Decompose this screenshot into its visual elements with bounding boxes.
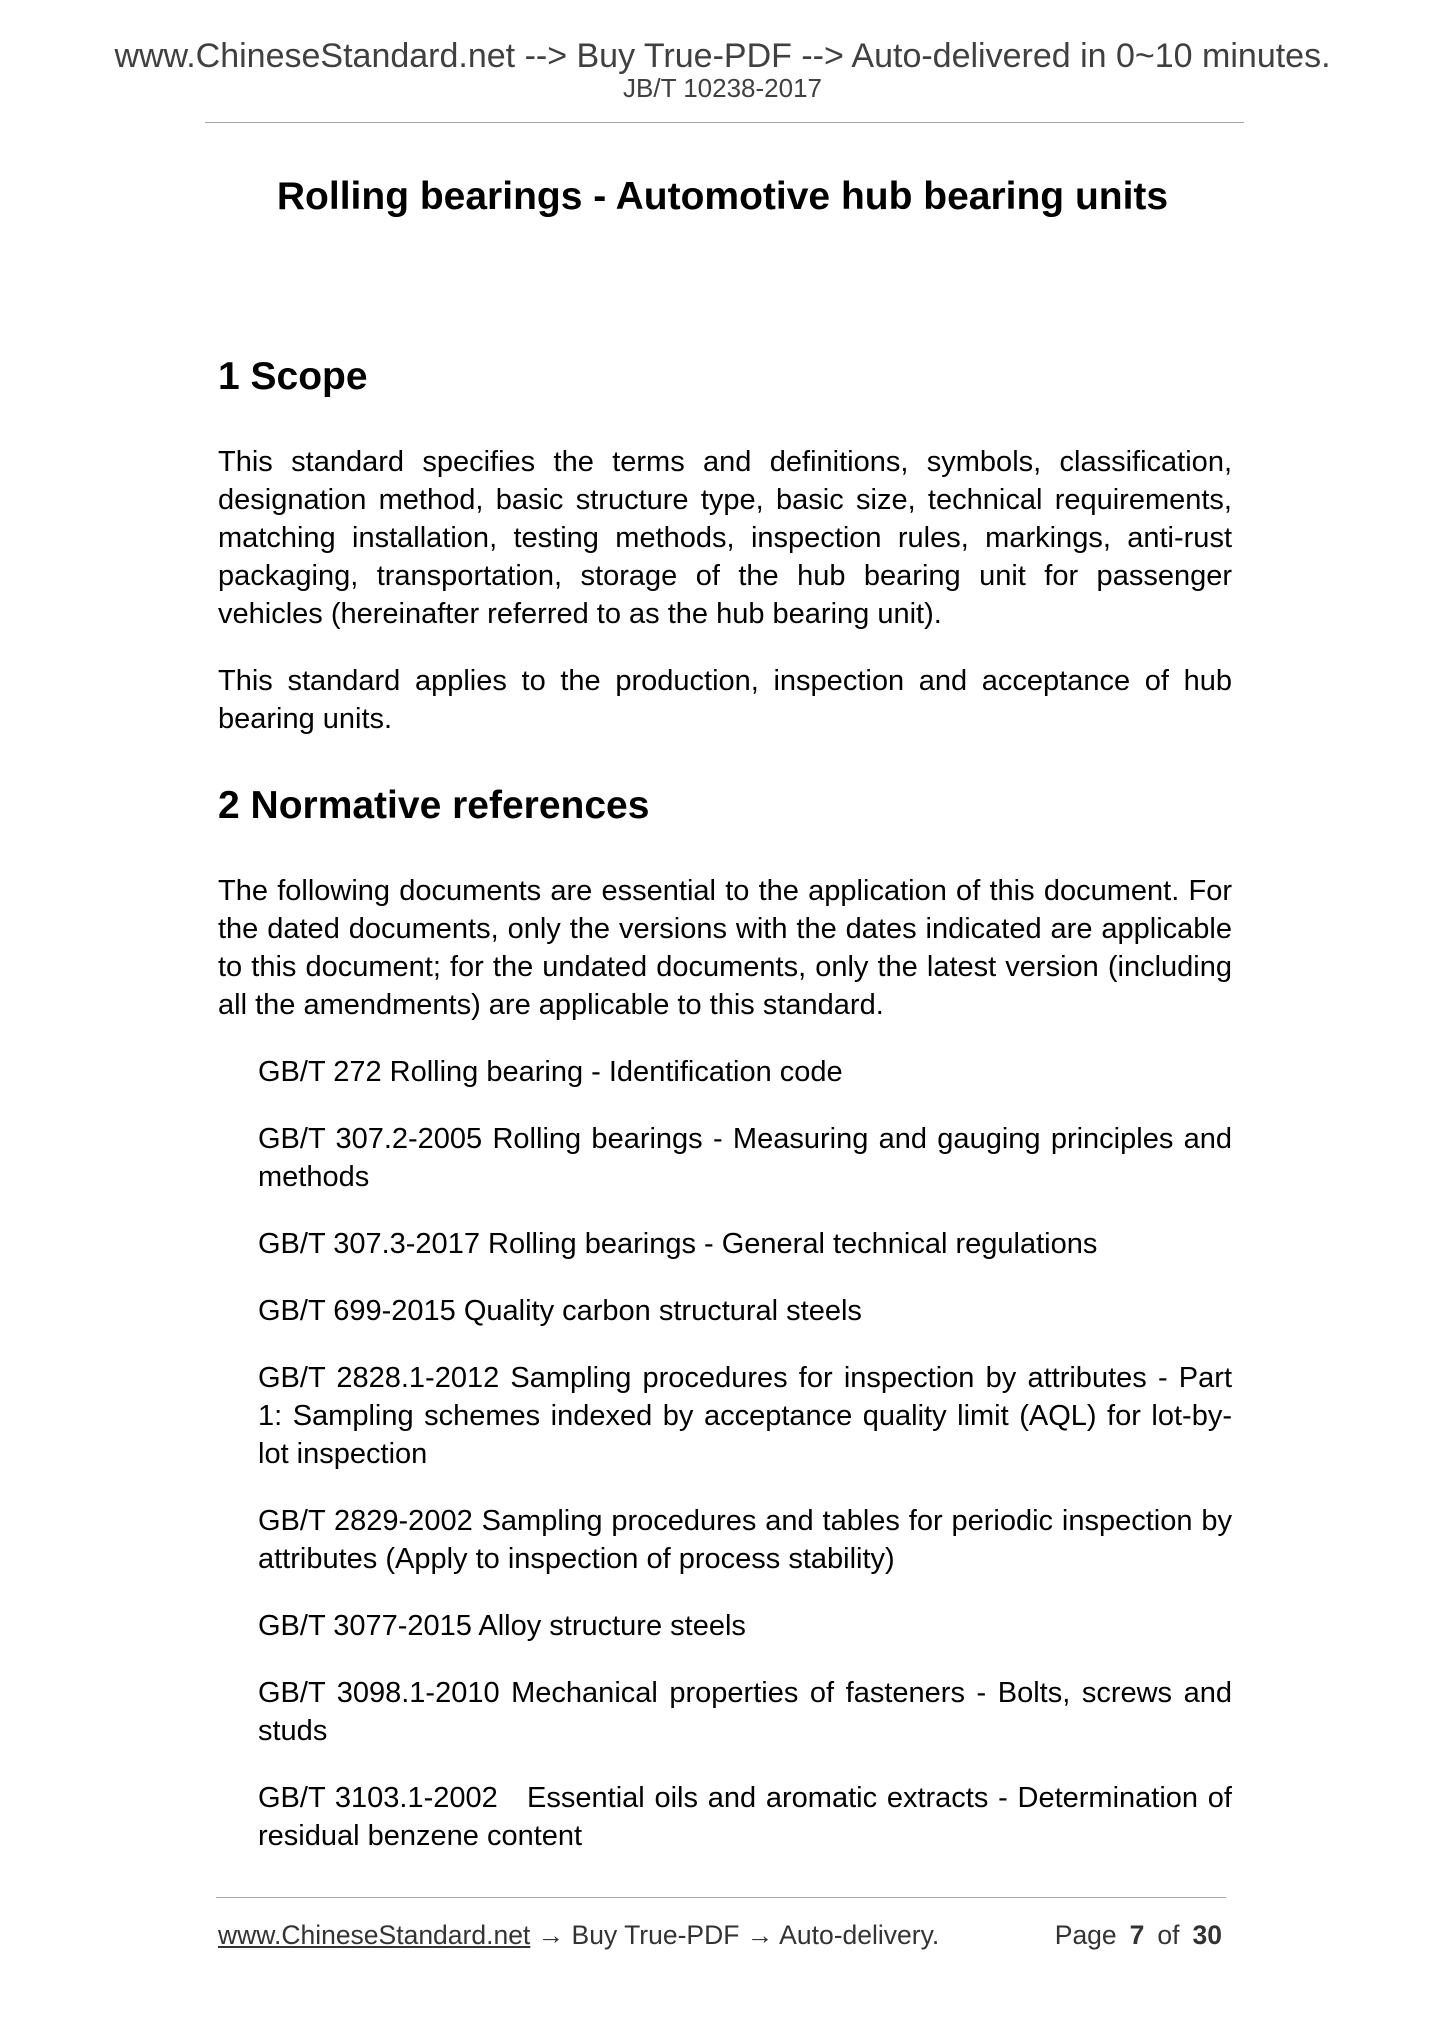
reference-item: GB/T 3077-2015 Alloy structure steels (258, 1610, 746, 1642)
reference-item: GB/T 307.2-2005 Rolling bearings - Measuring and gauging principles and methods (258, 1123, 1241, 1193)
header-banner: www.ChineseStandard.net --> Buy True-PDF --> Auto-delivered in 0~10 minutes. (114, 37, 1331, 75)
footer-source (218, 1919, 939, 1951)
footer-source-text: → Buy True-PDF → Auto-delivery. (537, 1920, 940, 1950)
page-of-label: of (1157, 1920, 1180, 1950)
reference-list (218, 1053, 1241, 1855)
scope-paragraph: This standard applies to the production, inspection and acceptance of hub bearing units. (218, 665, 1232, 735)
header-document-code: JB/T 10238-2017 (623, 73, 822, 103)
page-indicator (1055, 1919, 1222, 1951)
page-total: 30 (1192, 1920, 1222, 1950)
footer-site-link[interactable]: www.ChineseStandard.net (218, 1920, 531, 1950)
reference-item: GB/T 2828.1-2012 Sampling procedures for inspection by attributes - Part 1: Sampling schemes indexed by acceptance quality limit (AQL) for lot-by-lot inspection (258, 1362, 1241, 1470)
normative-references-paragraph: The following documents are essential to the application of this document. For the dated documents, only the versions with the dates indicated are applicable to this document; for the undated documents, only the latest version (including all the amendments) are applicable to this standard. (218, 875, 1232, 1021)
reference-item: GB/T 2829-2002 Sampling procedures and tables for periodic inspection by attributes (Apply to inspection of process stability) (258, 1505, 1241, 1575)
reference-item: GB/T 307.3-2017 Rolling bearings - General technical regulations (258, 1228, 1098, 1260)
header-divider (205, 122, 1244, 123)
document-title: Rolling bearings - Automotive hub bearing units (276, 175, 1169, 218)
page-footer (218, 1919, 1222, 1951)
page-label: Page (1054, 1920, 1117, 1950)
reference-item: GB/T 3098.1-2010 Mechanical properties of fasteners - Bolts, screws and studs (258, 1677, 1241, 1747)
section-heading-scope: 1 Scope (218, 355, 368, 398)
scope-paragraph: This standard specifies the terms and definitions, symbols, classification, designation method, basic structure type, basic size, technical requirements, matching installation, testing methods, inspection rules, markings, anti-rust packaging, transportation, storage of the hub bearing unit for passenger vehicles (hereinafter referred to as the hub bearing unit). (218, 446, 1232, 630)
reference-item: GB/T 3103.1-2002 Essential oils and aromatic extracts - Determination of residual benzene content (258, 1782, 1241, 1852)
page-number: 7 (1129, 1920, 1145, 1950)
section-normative-references (218, 784, 1241, 1901)
reference-item: GB/T 272 Rolling bearing - Identification code (258, 1056, 843, 1088)
footer-divider (216, 1897, 1226, 1898)
reference-item: GB/T 699-2015 Quality carbon structural steels (258, 1295, 862, 1327)
section-heading-normative-references: 2 Normative references (218, 784, 650, 827)
document-body (218, 355, 1241, 1901)
section-scope (218, 355, 1232, 784)
